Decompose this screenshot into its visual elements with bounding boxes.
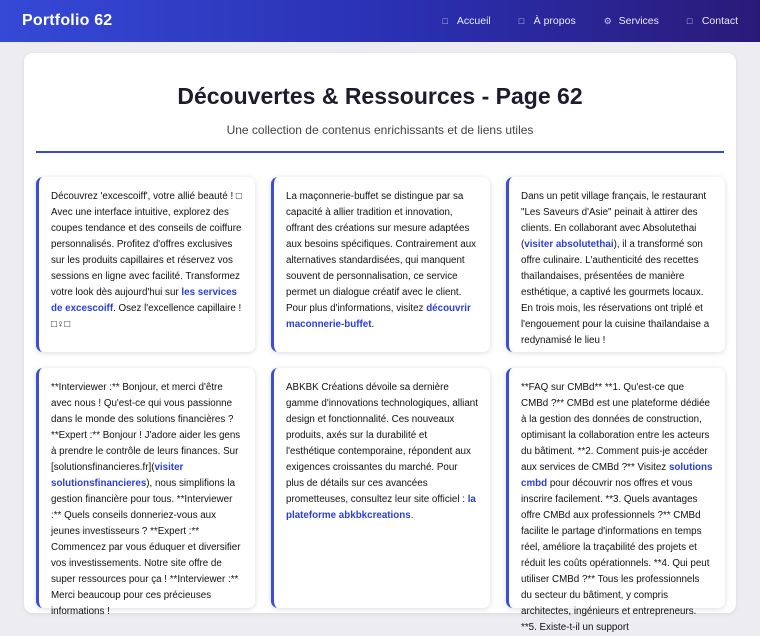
card-text: Découvrez 'excescoiff', votre allié beauté ! □ Avec une interface intuitive, explorez des coupes tendance et des conseils de coiffure personnalisés. Profitez d'offres exclusives sur les produits capillaires et réservez vos sessions en ligne avec facilité. Transformez votre look dès aujourd'hui sur [51, 191, 242, 298]
nav-item-label: Contact [701, 15, 738, 27]
card-text: ABKBK Créations dévoile sa dernière gamme d'innovations technologiques, alliant design et fonctionnalité. Ces nouveaux produits, axés sur la durabilité et l'esthétique contemporaine, répondent aux exigences croissantes du marché. Pour plus de détails sur ces avancées prometteuses, consultez leur site officiel : [286, 382, 478, 505]
nav-item-contact[interactable] [687, 15, 738, 27]
gear-icon: ⚙ [603, 16, 612, 26]
nav-item-label: À propos [533, 15, 576, 27]
nav-item-label: Services [618, 15, 659, 27]
mail-icon: □ [686, 16, 693, 26]
card-link[interactable]: visiter absolutethai [524, 239, 614, 250]
card-text-end: . [371, 319, 375, 330]
content-card-maconnerie-buffet [271, 177, 490, 352]
page-subtitle: Une collection de contenus enrichissants et de liens utiles [226, 123, 534, 137]
content-card-excescoiff [36, 177, 255, 352]
card-text-end: ), nous simplifions la gestion financière pour tous. **Interviewer :** Quels conseils donneriez-vous aux jeunes investisseurs ? **Expert :** Commencez par vous éduquer et diversifier vos investissements. Notre site offre de super ressources pour ça ! **Interviewer :** Merci beaucoup pour ces précieuses informations ! [51, 478, 241, 617]
info-icon: □ [518, 16, 525, 26]
card-text-end: . [410, 510, 414, 521]
nav-menu [415, 15, 738, 27]
brand-logo[interactable]: Portfolio 62 [22, 12, 113, 29]
page-title: Découvertes & Ressources - Page 62 [177, 83, 583, 109]
nav-item-label: Accueil [456, 15, 491, 27]
card-text: La maçonnerie-buffet se distingue par sa capacité à allier tradition et innovation, offrant des créations sur mesure adaptées aux besoins spécifiques. Contrairement aux alternatives standardisées, qui manquent souvent de personnalisation, ce service permet un dialogue créatif avec le client. Pour plus d'informations, visitez [286, 191, 477, 314]
card-link[interactable]: solutions cmbd [521, 462, 713, 489]
content-card-abkbkcreations [271, 368, 490, 608]
card-text-end: . Osez l'excellence capillaire ! □♀□ [51, 303, 242, 330]
nav-item-a-propos[interactable] [519, 15, 576, 27]
card-text-end: ), il a transformé son offre culinaire. L'authenticité des recettes thaïlandaises, présentées de manière esthétique, a captivé les gourmets locaux. En trois mois, les réservations ont triplé et l'engouement pour la cuisine thaïlandaise a redynamisé le lieu ! [521, 239, 710, 346]
card-link[interactable]: la plateforme abkbkcreations [286, 494, 476, 521]
card-text: **Interviewer :** Bonjour, et merci d'être avec nous ! Qu'est-ce qui vous passionne dans le monde des solutions financières ? **Expert :** Bonjour ! J'adore aider les gens à prendre le contrôle de leurs finances. Sur [solutionsfinancieres.fr]( [51, 382, 241, 473]
card-text: Dans un petit village français, le restaurant "Les Saveurs d'Asie" peinait à attirer des clients. En collaborant avec Absolutethai ( [521, 191, 707, 250]
nav-item-services[interactable] [604, 15, 659, 27]
card-link[interactable]: les services de excescoiff [51, 287, 237, 314]
card-link[interactable]: visiter solutionsfinancieres [51, 462, 184, 489]
home-icon: □ [442, 16, 448, 26]
content-card-solutionsfinancieres [36, 368, 255, 617]
nav-item-accueil[interactable] [443, 15, 491, 27]
header-divider [36, 151, 724, 153]
card-text-end: pour découvrir nos offres et vous inscrire facilement. **3. Quels avantages offre CMBd aux professionnels ?** CMBd facilite le partage d'informations en temps réel, améliore la traçabilité des projets et réduit les coûts opérationnels. **4. Qui peut utiliser CMBd ?** Tous les professionnels du secteur du bâtiment, y compris architectes, ingénieurs et entrepreneurs. **5. Existe-t-il un support [521, 478, 710, 633]
top-navbar [0, 0, 760, 42]
content-card-cmbd [506, 368, 725, 633]
content-card-absolutethai [506, 177, 725, 352]
card-link[interactable]: découvrir maconnerie-buffet [286, 303, 471, 330]
card-text: **FAQ sur CMBd** **1. Qu'est-ce que CMBd ?** CMBd est une plateforme dédiée à la gestion des données de construction, optimisant la collaboration entre les acteurs du bâtiment. **2. Comment puis-je accéder aux services de CMBd ?** Visitez [521, 382, 710, 473]
